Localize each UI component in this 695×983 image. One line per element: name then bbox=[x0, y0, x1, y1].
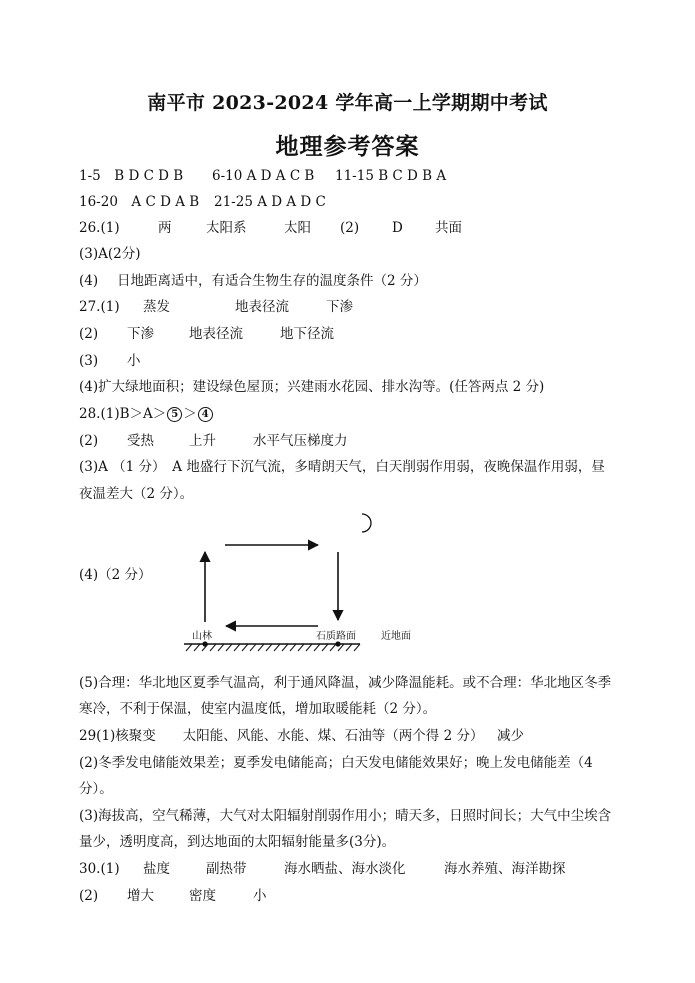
q26-number: 26.(1) bbox=[79, 220, 120, 236]
q26-answer: 共面 bbox=[435, 220, 462, 236]
choice-group-16-20: 16-20 A C D A B bbox=[79, 194, 200, 210]
q29-answer: 减少 bbox=[497, 728, 524, 744]
greater-than-sign: ＞ bbox=[183, 406, 197, 422]
q28-part1 bbox=[79, 405, 214, 423]
q28-part5-line2: 寒冷，不利于保温，使室内温度低，增加取暖能耗（2 分）。 bbox=[79, 701, 437, 717]
q27-answer: 蒸发 bbox=[143, 299, 170, 315]
q27-answer: 地下径流 bbox=[280, 326, 334, 342]
page-title: 南平市 2023-2024 学年高一上学期期中考试 bbox=[147, 92, 548, 114]
choice-group-11-15: 11-15 B C D B A bbox=[335, 168, 447, 184]
q26-part3: (3)A(2分) bbox=[79, 246, 141, 262]
q26-part4: 日地距离适中，有适合生物生存的温度条件（2 分） bbox=[117, 273, 427, 289]
q27-answer: 下渗 bbox=[127, 326, 154, 342]
circulation-diagram bbox=[180, 508, 450, 656]
q27-number: 27.(1) bbox=[79, 299, 120, 315]
page-subtitle: 地理参考答案 bbox=[275, 133, 420, 160]
q26-part-number: (2) bbox=[340, 220, 360, 236]
q30-number: 30.(1) bbox=[79, 861, 120, 877]
q28-answer: 水平气压梯度力 bbox=[253, 433, 348, 449]
q30-answer: 小 bbox=[253, 888, 267, 904]
q27-part4: (4)扩大绿地面积；建设绿色屋顶；兴建雨水花园、排水沟等。(任答两点 2 分) bbox=[79, 379, 545, 395]
point-forest bbox=[202, 641, 207, 646]
q30-answer: 密度 bbox=[189, 888, 216, 904]
q26-answer: 太阳 bbox=[284, 220, 311, 236]
q26-answer: D bbox=[392, 220, 403, 236]
q30-answer: 增大 bbox=[127, 888, 154, 904]
q26-part-number: (4) bbox=[79, 273, 99, 289]
label-near-ground: 近地面 bbox=[381, 631, 411, 642]
q28-part1-text: 28.(1)B＞A＞ bbox=[79, 406, 167, 422]
q30-answer: 副热带 bbox=[206, 861, 247, 877]
q27-answer: 小 bbox=[127, 353, 141, 369]
circled-number-4: 4 bbox=[198, 407, 213, 422]
q30-answer: 盐度 bbox=[143, 861, 170, 877]
q28-part-number: (2) bbox=[79, 433, 99, 449]
q27-part-number: (3) bbox=[79, 353, 99, 369]
ground-hatching bbox=[186, 644, 360, 651]
choice-group-21-25: 21-25 A D A D C bbox=[214, 194, 326, 210]
q27-part-number: (2) bbox=[79, 326, 99, 342]
q29-part3-line1: (3)海拔高，空气稀薄，大气对太阳辐射削弱作用小；晴天多，日照时间长；大气中尘埃含 bbox=[79, 808, 612, 824]
q28-part3-line1: (3)A （1 分） A 地盛行下沉气流，多晴朗天气，白天削弱作用弱，夜晚保温作用弱，昼 bbox=[79, 459, 605, 475]
q29-part1: 29(1)核聚变 太阳能、风能、水能、煤、石油等（两个得 2 分） bbox=[79, 728, 484, 744]
q28-answer: 受热 bbox=[127, 433, 154, 449]
label-forest: 山林 bbox=[192, 631, 212, 642]
q28-part3-line2: 夜温差大（2 分）。 bbox=[79, 486, 194, 502]
q26-answer: 太阳系 bbox=[206, 220, 247, 236]
q27-answer: 地表径流 bbox=[235, 299, 289, 315]
q28-part4: (4)（2 分） bbox=[79, 567, 152, 583]
circled-number-5: 5 bbox=[167, 407, 182, 422]
point-road bbox=[335, 641, 340, 646]
q30-part-number: (2) bbox=[79, 888, 99, 904]
q29-part3-line2: 量少，透明度高，到达地面的太阳辐射能量多(3分)。 bbox=[79, 834, 396, 850]
q29-part2-line1: (2)冬季发电储能效果差；夏季发电储能高；白天发电储能效果好；晚上发电储能差（4 bbox=[79, 755, 593, 771]
q30-answer: 海水养殖、海洋勘探 bbox=[444, 861, 566, 877]
q27-answer: 下渗 bbox=[326, 299, 353, 315]
label-stone-road: 石质路面 bbox=[316, 631, 356, 642]
choice-group-6-10: 6-10 A D A C B bbox=[212, 168, 315, 184]
q30-answer: 海水晒盐、海水淡化 bbox=[284, 861, 406, 877]
q26-answer: 两 bbox=[158, 220, 172, 236]
q28-part5-line1: (5)合理：华北地区夏季气温高，利于通风降温，减少降温能耗。或不合理：华北地区冬季 bbox=[79, 675, 612, 691]
q28-answer: 上升 bbox=[189, 433, 216, 449]
choice-group-1-5: 1-5 B D C D B bbox=[79, 168, 184, 184]
q27-answer: 地表径流 bbox=[189, 326, 243, 342]
q29-part2-line2: 分）。 bbox=[79, 781, 113, 797]
moon-icon bbox=[362, 514, 371, 532]
